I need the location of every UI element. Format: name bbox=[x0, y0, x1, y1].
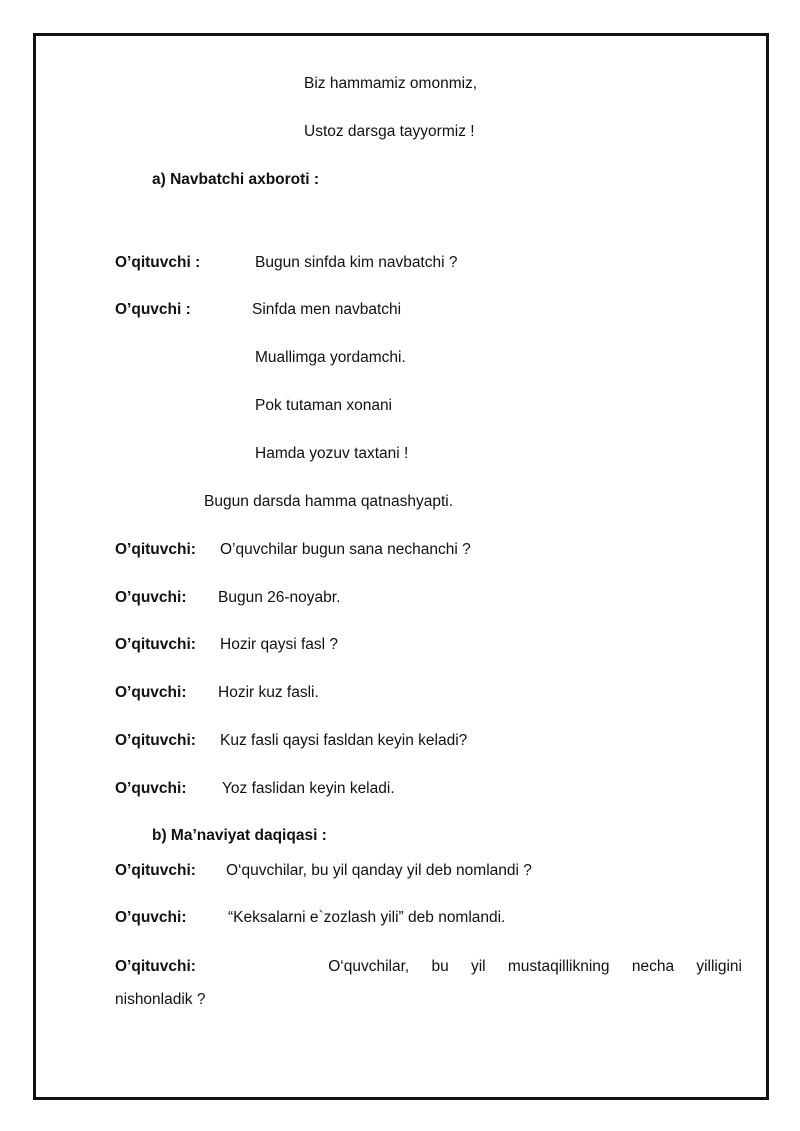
speaker-label: O’quvchi: bbox=[115, 909, 187, 926]
attendance-text: Bugun darsda hamma qatnashyapti. bbox=[204, 493, 454, 510]
question-word: bu bbox=[431, 958, 449, 975]
dialog-text: “Keksalarni e`zozlash yili” deb nomlandi. bbox=[228, 909, 506, 926]
question-continuation: nishonladik ? bbox=[115, 991, 206, 1008]
speaker-label: O’quvchi: bbox=[115, 780, 187, 797]
dialog-text: Yoz faslidan keyin keladi. bbox=[222, 780, 395, 797]
last-question-line bbox=[115, 957, 742, 977]
question-word: O‘quvchilar, bbox=[328, 958, 410, 975]
speaker-label: O’qituvchi: bbox=[115, 541, 196, 558]
question-word: mustaqillikning bbox=[507, 958, 610, 975]
question-word: yil bbox=[470, 958, 486, 975]
dialog-text: Hozir kuz fasli. bbox=[218, 684, 319, 701]
teacher-text: Bugun sinfda kim navbatchi ? bbox=[255, 254, 458, 271]
section-a-heading: a) Navbatchi axboroti : bbox=[152, 171, 320, 188]
question-word: necha bbox=[631, 958, 675, 975]
dialog-text: Bugun 26-noyabr. bbox=[218, 589, 341, 606]
student-label: O’quvchi : bbox=[115, 301, 191, 318]
speaker-label: O’qituvchi: bbox=[115, 732, 196, 749]
dialog-text: Kuz fasli qaysi fasldan keyin keladi? bbox=[220, 732, 468, 749]
speaker-label: O’qituvchi: bbox=[115, 636, 196, 653]
teacher-label: O’qituvchi : bbox=[115, 254, 201, 271]
speaker-label: O’qituvchi: bbox=[115, 958, 196, 975]
dialog-text: Hozir qaysi fasl ? bbox=[220, 636, 339, 653]
student-line-1: Sinfda men navbatchi bbox=[252, 301, 402, 318]
poem-line-1: Biz hammamiz omonmiz, bbox=[304, 75, 478, 92]
dialog-text: O‘quvchilar, bu yil qanday yil deb nomlandi ? bbox=[226, 862, 532, 879]
student-line-4: Hamda yozuv taxtani ! bbox=[255, 445, 409, 462]
section-b-heading: b) Ma’naviyat daqiqasi : bbox=[152, 827, 327, 844]
page-border bbox=[33, 33, 769, 1100]
speaker-label: O’qituvchi: bbox=[115, 862, 196, 879]
student-line-2: Muallimga yordamchi. bbox=[255, 349, 406, 366]
dialog-text: O’quvchilar bugun sana nechanchi ? bbox=[220, 541, 471, 558]
poem-line-2: Ustoz darsga tayyormiz ! bbox=[304, 123, 475, 140]
speaker-label: O’quvchi: bbox=[115, 589, 187, 606]
student-line-3: Pok tutaman xonani bbox=[255, 397, 393, 414]
question-word: yilligini bbox=[696, 958, 742, 975]
speaker-label: O’quvchi: bbox=[115, 684, 187, 701]
